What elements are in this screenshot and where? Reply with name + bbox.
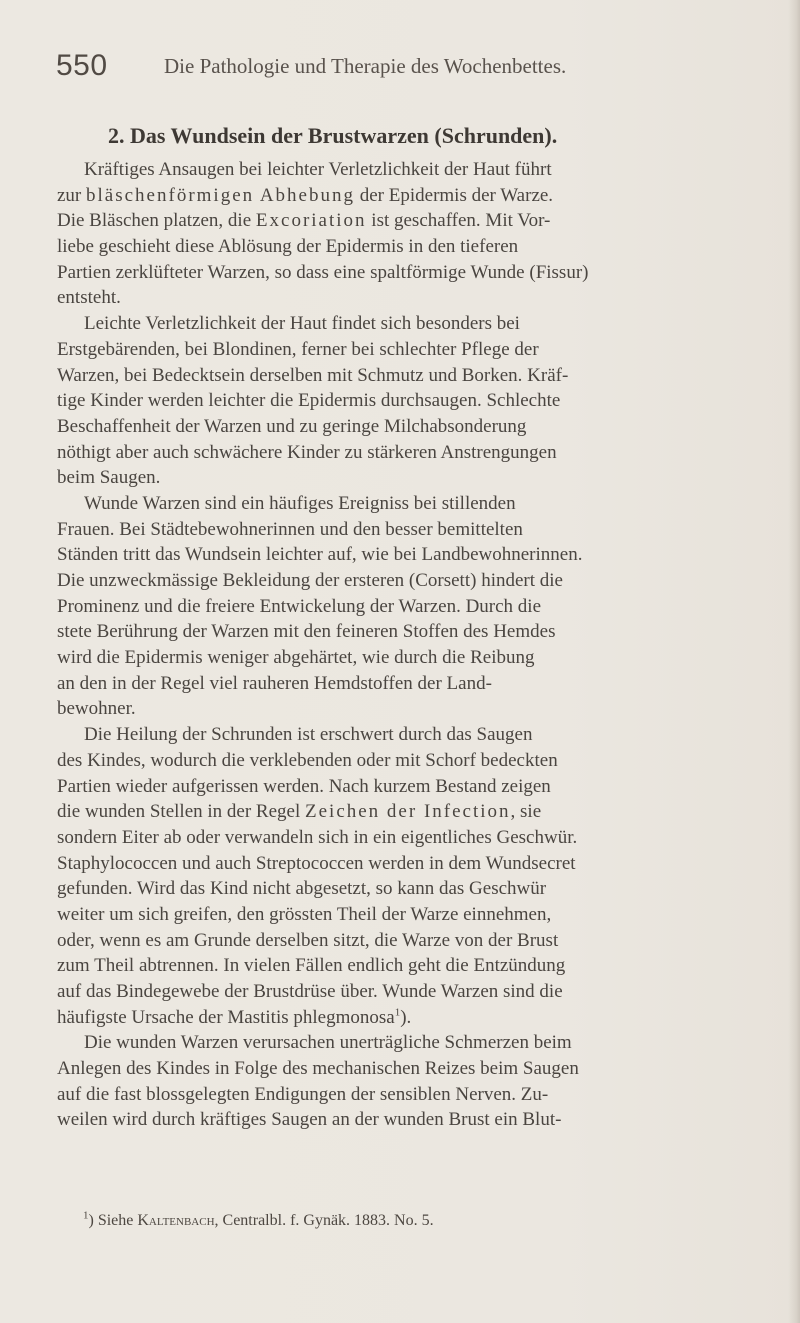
body-text: [57, 157, 744, 1133]
text-line: [57, 183, 744, 209]
text-segment: häufigste Ursache der Mastitis phlegmonosa: [57, 1006, 395, 1028]
text-line: entsteht.: [57, 287, 121, 309]
footnote-marker: 1: [83, 1209, 89, 1222]
text-line: Kräftiges Ansaugen bei leichter Verletzlichkeit der Haut führt: [84, 159, 552, 180]
text-line: Partien zerklüfteter Warzen, so dass eine spaltförmige Wunde (Fissur): [57, 261, 589, 283]
text-line: gefunden. Wird das Kind nicht abgesetzt, so kann das Geschwür: [57, 878, 547, 900]
text-line: Die wunden Warzen verursachen unerträgliche Schmerzen beim: [84, 1032, 572, 1054]
running-title: Die Pathologie und Therapie des Wochenbettes.: [164, 54, 567, 78]
text-line: weilen wird durch kräftiges Saugen an der wunden Brust ein Blut-: [57, 1109, 562, 1131]
footnote-text: ) Siehe: [88, 1212, 138, 1229]
text-line: liebe geschieht diese Ablösung der Epidermis in den tieferen: [57, 236, 519, 258]
text-segment: ist geschaffen. Mit Vor-: [366, 210, 551, 232]
text-line: tige Kinder werden leichter die Epidermis durchsaugen. Schlechte: [57, 390, 561, 412]
text-line: an den in der Regel viel rauheren Hemdstoffen der Land-: [57, 672, 492, 694]
section-title: 2. Das Wundsein der Brustwarzen (Schrunden).: [108, 123, 558, 148]
text-line: des Kindes, wodurch die verklebenden oder mit Schorf bedeckten: [57, 749, 558, 771]
text-line: Warzen, bei Bedecktsein derselben mit Schmutz und Borken. Kräf-: [57, 364, 569, 386]
text-segment: der Epidermis der Warze.: [355, 184, 554, 206]
text-line: Erstgebärenden, bei Blondinen, ferner bei schlechter Pflege der: [57, 338, 539, 360]
text-line: Ständen tritt das Wundsein leichter auf, wie bei Landbewohnerinnen.: [57, 544, 583, 566]
page-number: 550: [56, 49, 108, 82]
text-line: Die Heilung der Schrunden ist erschwert durch das Saugen: [84, 724, 533, 746]
text-line: Anlegen des Kindes in Folge des mechanischen Reizes beim Saugen: [57, 1058, 579, 1080]
text-line: zum Theil abtrennen. In vielen Fällen endlich geht die Entzündung: [57, 955, 566, 977]
text-line: bewohner.: [57, 698, 136, 720]
text-segment: Die Bläschen platzen, die: [57, 210, 256, 232]
footnote-text: , Centralbl. f. Gynäk. 1883. No. 5.: [214, 1212, 434, 1229]
text-line: Wunde Warzen sind ein häufiges Ereigniss bei stillenden: [84, 492, 516, 514]
text-line: sondern Eiter ab oder verwandeln sich in ein eigentliches Geschwür.: [57, 826, 578, 848]
text-line: [57, 208, 744, 234]
page-header: [56, 46, 746, 86]
footnote-author: Kaltenbach: [137, 1212, 215, 1229]
text-line: Die unzweckmässige Bekleidung der ersteren (Corsett) hindert die: [57, 570, 563, 591]
text-line: Frauen. Bei Städtebewohnerinnen und den besser bemittelten: [57, 518, 523, 540]
text-line: [57, 1005, 744, 1031]
text-line: auf das Bindegewebe der Brustdrüse über. Wunde Warzen sind die: [57, 981, 563, 1002]
footnote: [83, 1209, 743, 1233]
text-line: beim Saugen.: [57, 467, 161, 489]
text-segment: ).: [400, 1006, 412, 1028]
text-line: oder, wenn es am Grunde derselben sitzt, die Warze von der Brust: [57, 929, 559, 951]
text-segment: zur: [57, 184, 87, 206]
footnote-reference: 1: [394, 1006, 401, 1019]
text-line: stete Berührung der Warzen mit den feineren Stoffen des Hemdes: [57, 621, 556, 643]
text-segment: , sie: [510, 801, 542, 823]
page-edge-shadow: [788, 0, 800, 1323]
text-line: Prominenz und die freiere Entwickelung der Warzen. Durch die: [57, 595, 542, 617]
text-line: Beschaffenheit der Warzen und zu geringe Milchabsonderung: [57, 415, 527, 437]
spaced-emphasis: bläschenförmigen Abhebung: [86, 184, 355, 206]
text-line: [57, 799, 744, 825]
text-line: Partien wieder aufgerissen werden. Nach kurzem Bestand zeigen: [57, 775, 551, 797]
text-line: nöthigt aber auch schwächere Kinder zu stärkeren Anstrengungen: [57, 441, 557, 463]
text-line: auf die fast blossgelegten Endigungen der sensiblen Nerven. Zu-: [57, 1083, 549, 1105]
text-line: Leichte Verletzlichkeit der Haut findet sich besonders bei: [84, 313, 520, 335]
spaced-emphasis: Zeichen der Infection: [305, 801, 511, 823]
text-segment: die wunden Stellen in der Regel: [57, 801, 305, 823]
text-line: Staphylococcen und auch Streptococcen werden in dem Wundsecret: [57, 852, 576, 874]
text-line: wird die Epidermis weniger abgehärtet, wie durch die Reibung: [57, 647, 535, 669]
spaced-emphasis: Excoriation: [255, 210, 367, 232]
text-line: weiter um sich greifen, den grössten Theil der Warze einnehmen,: [57, 903, 552, 925]
